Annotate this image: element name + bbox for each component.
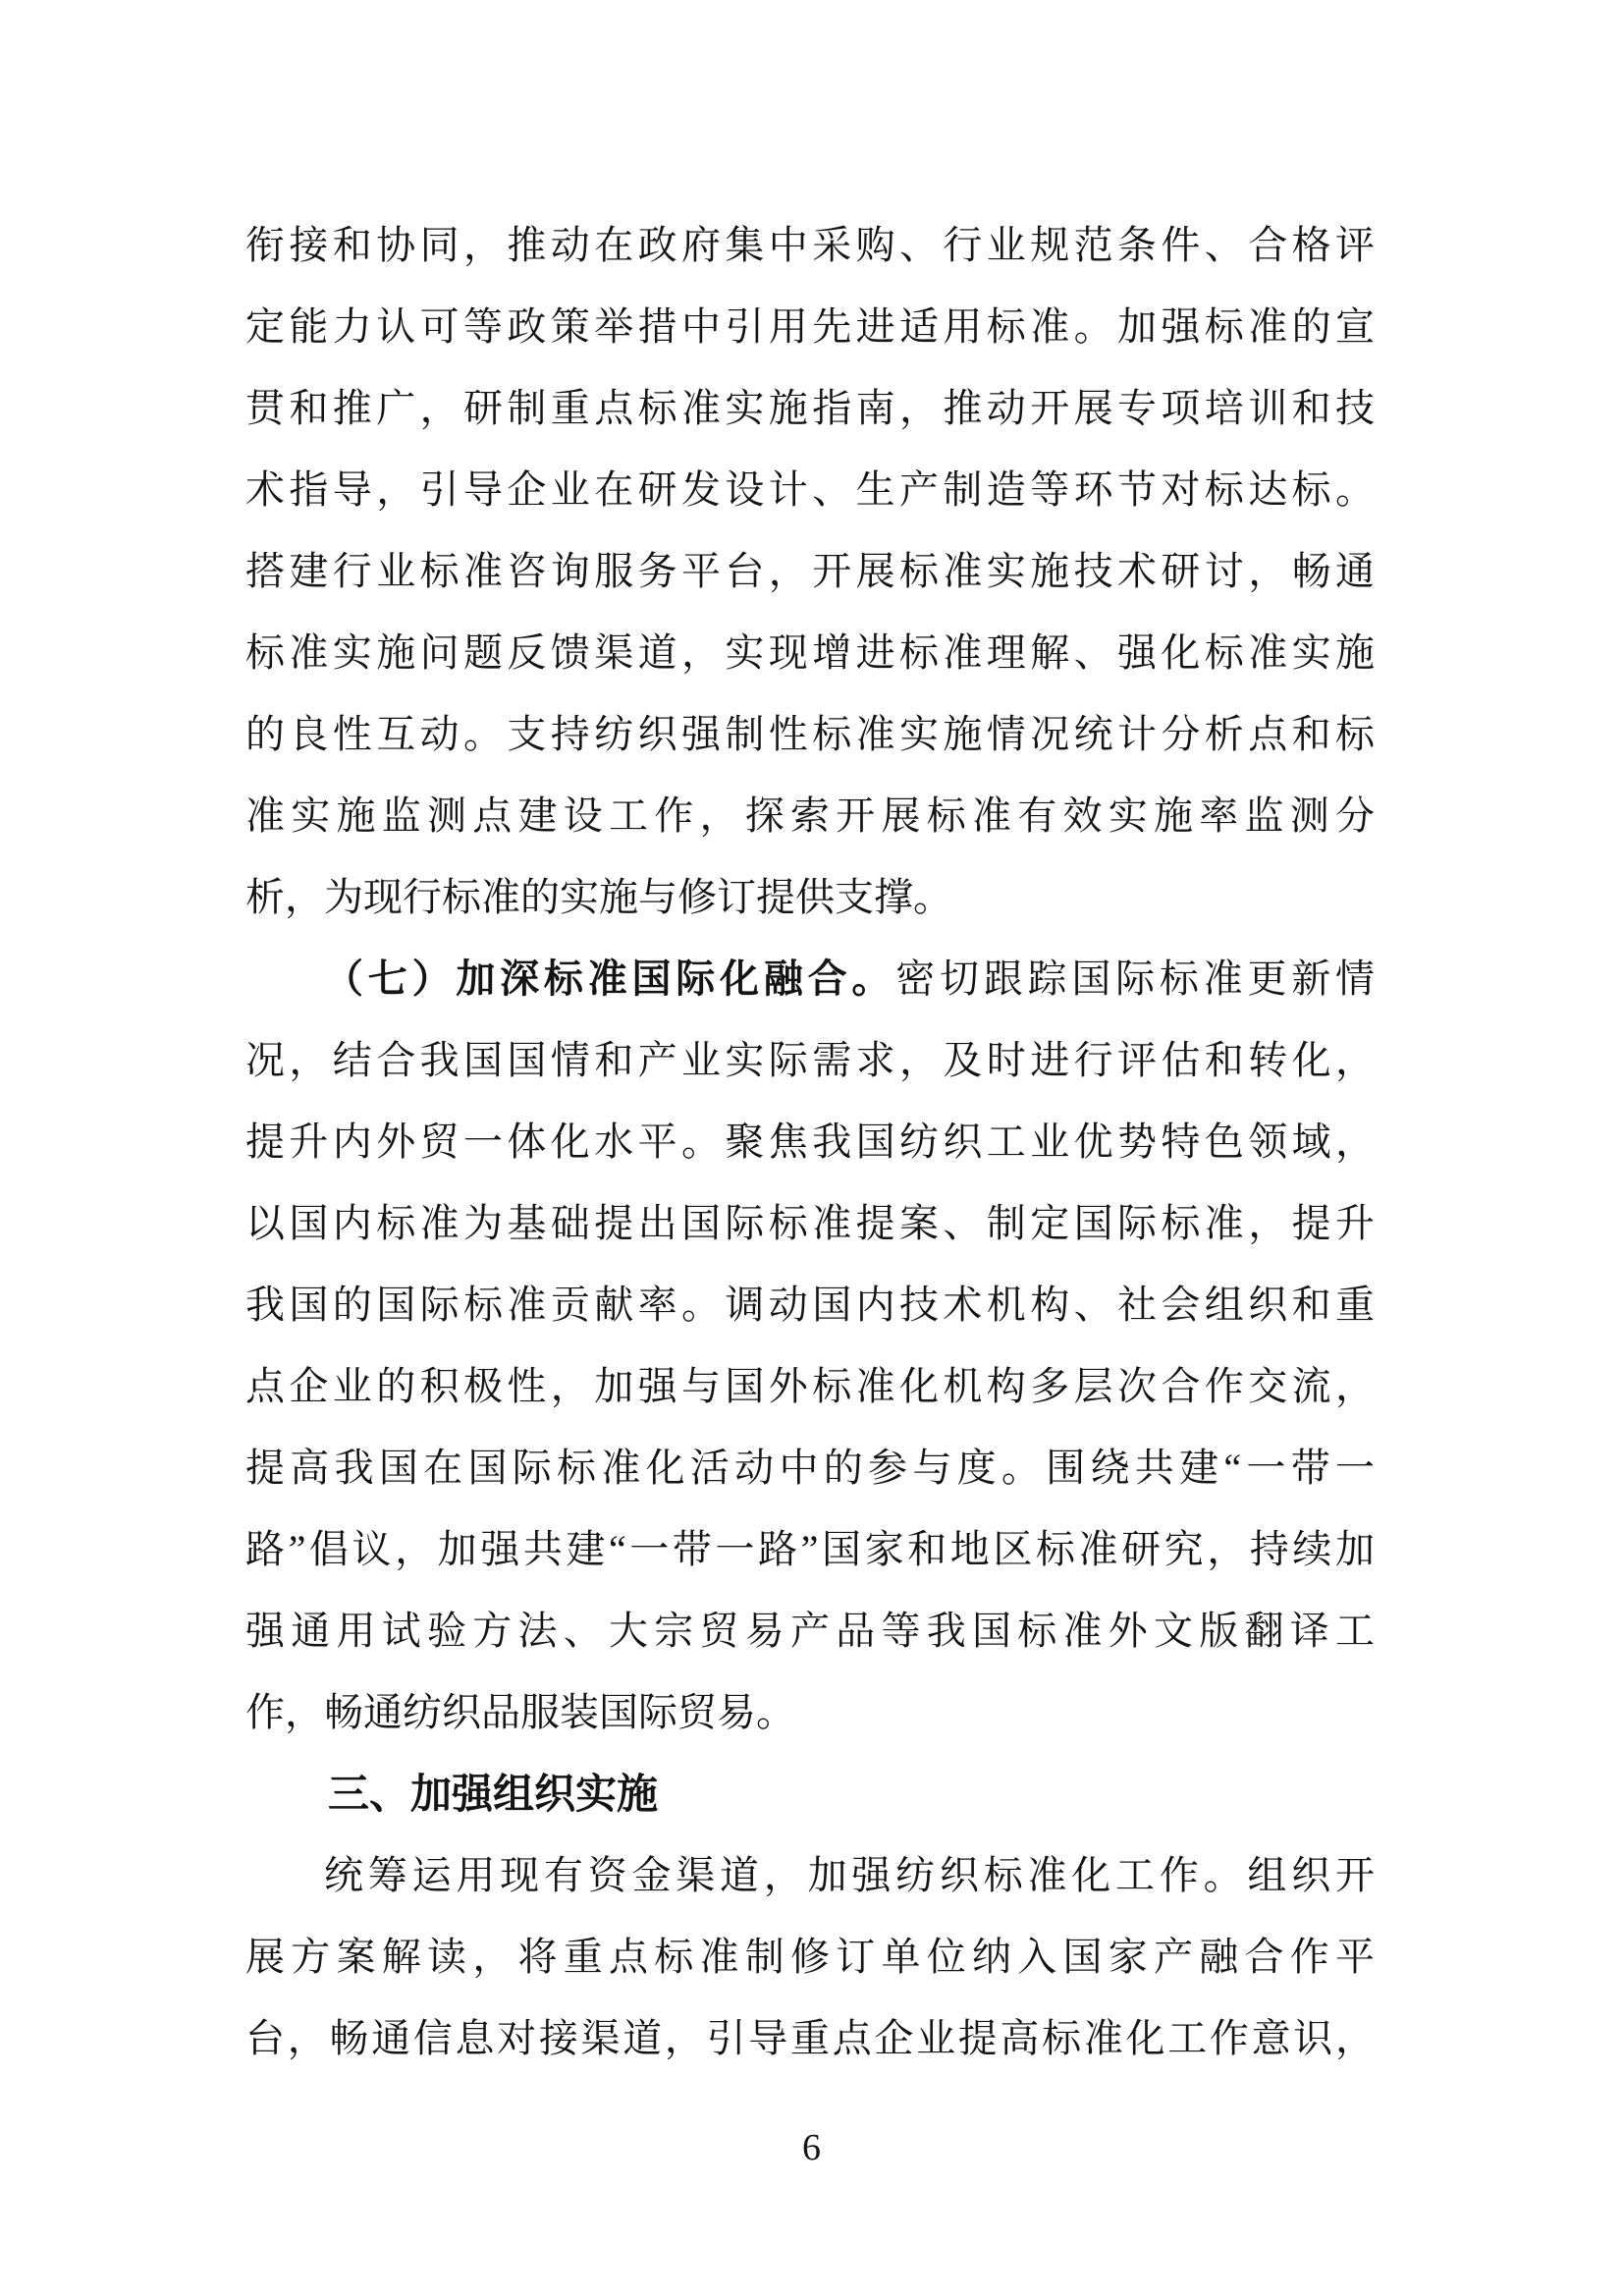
section-heading: 三、加强组织实施: [328, 1771, 659, 1817]
text-line: 作，畅通纺织品服装国际贸易。: [245, 1690, 795, 1734]
document-text-block: [245, 204, 1375, 2079]
text-line: 术指导，引导企业在研发设计、生产制造等环节对标达标。: [245, 467, 1375, 512]
text-line: 路”倡议，加强共建“一带一路”国家和地区标准研究，持续加: [245, 1527, 1375, 1571]
text-line: 强通用试验方法、大宗贸易产品等我国标准外文版翻译工: [245, 1609, 1375, 1653]
text-line: 贯和推广，研制重点标准实施指南，推动开展专项培训和技: [245, 386, 1375, 430]
text-line: 搭建行业标准咨询服务平台，开展标准实施技术研讨，畅通: [245, 549, 1375, 593]
text-line: 析，为现行标准的实施与修订提供支撑。: [245, 875, 952, 919]
text-line: 提升内外贸一体化水平。聚焦我国纺织工业优势特色领域，: [245, 1120, 1375, 1164]
paragraph-seven-bold-lead: （七）加深标准国际化融合。: [324, 957, 896, 1001]
text-line: 的良性互动。支持纺织强制性标准实施情况统计分析点和标: [245, 712, 1375, 756]
text-line: 统筹运用现有资金渠道，加强纺织标准化工作。组织开: [324, 1853, 1375, 1897]
text-line-paragraph-seven-start: [245, 938, 1375, 1019]
text-line: 准实施监测点建设工作，探索开展标准有效实施率监测分: [245, 793, 1375, 838]
text-line: 以国内标准为基础提出国际标准提案、制定国际标准，提升: [245, 1201, 1375, 1245]
text-line: 提高我国在国际标准化活动中的参与度。围绕共建“一带一: [245, 1446, 1375, 1490]
text-line: 台，畅通信息对接渠道，引导重点企业提高标准化工作意识，: [245, 2016, 1375, 2060]
text-line: 展方案解读，将重点标准制修订单位纳入国家产融合作平: [245, 1935, 1375, 1979]
text-line: 标准实施问题反馈渠道，实现增进标准理解、强化标准实施: [245, 630, 1375, 675]
text-line: 我国的国际标准贡献率。调动国内技术机构、社会组织和重: [245, 1283, 1375, 1327]
text-line: 况，结合我国国情和产业实际需求，及时进行评估和转化，: [245, 1038, 1375, 1082]
text-line: 点企业的积极性，加强与国外标准化机构多层次合作交流，: [245, 1364, 1375, 1408]
text-line: 衔接和协同，推动在政府集中采购、行业规范条件、合格评: [245, 223, 1375, 267]
text-line: 定能力认可等政策举措中引用先进适用标准。加强标准的宣: [245, 304, 1375, 349]
paragraph-seven-lead-rest: 密切跟踪国际标准更新情: [895, 957, 1376, 1001]
page-number: 6: [802, 2127, 821, 2168]
